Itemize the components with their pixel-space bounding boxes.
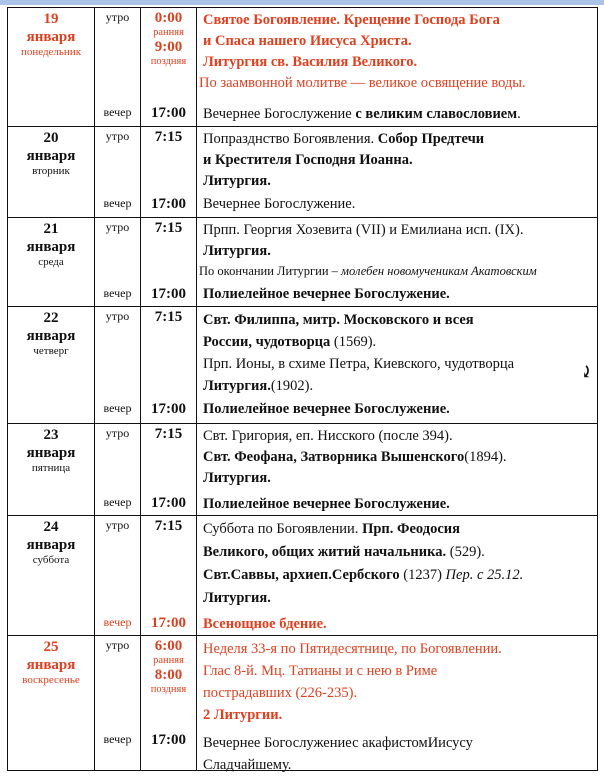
text-bold: Свт. Филиппа, митр. Московского и всея — [203, 312, 474, 328]
evening-label: вечер — [103, 196, 132, 210]
text: (1902). — [270, 378, 314, 394]
weekday: пятница — [31, 462, 71, 474]
evening-text-bold: с великим славословием — [355, 106, 518, 122]
evening-text-end: . — [517, 106, 521, 122]
table-row — [8, 8, 598, 127]
text: Суббота по Богоявлении. — [203, 521, 363, 537]
description-cell — [197, 218, 598, 307]
evening-time: 17:00 — [151, 401, 186, 417]
liturgy-label: Литургия. — [203, 378, 271, 394]
time-cell — [141, 127, 197, 218]
part-of-day-cell — [95, 218, 141, 307]
note-italic: молебен новомученикам Акатовским — [341, 264, 537, 278]
service-schedule-table — [7, 7, 598, 771]
text: (1569). — [330, 334, 377, 350]
feast-title: и Спаса нашего Иисуса Христа. — [203, 33, 412, 49]
date-cell — [8, 127, 95, 218]
service-time: 8:00 — [154, 667, 183, 683]
evening-label: вечер — [103, 286, 132, 300]
text: Свт. Григория, еп. Нисского (после 394). — [203, 428, 453, 444]
day-number: 21 — [43, 221, 59, 237]
evening-description — [203, 104, 595, 125]
evening-description: Полиелейное вечернее Богослужение. — [203, 286, 450, 302]
weekday: вторник — [32, 165, 70, 177]
morning-description — [203, 518, 595, 610]
text: Попразднство Богоявления. — [203, 131, 378, 147]
morning-description — [203, 129, 595, 192]
morning-description — [203, 426, 595, 489]
morning-time: 7:15 — [154, 518, 183, 534]
time-cell — [141, 516, 197, 636]
time-cell — [141, 307, 197, 424]
evening-time: 17:00 — [151, 105, 186, 121]
evening-time: 17:00 — [151, 495, 186, 511]
month: января — [26, 537, 76, 553]
morning-description — [199, 220, 595, 280]
description-cell — [197, 424, 598, 516]
evening-description: Полиелейное вечернее Богослужение. — [203, 496, 450, 512]
top-band — [0, 0, 604, 5]
morning-label: утро — [105, 309, 130, 323]
text-bold: Великого, общих житий начальника. — [203, 544, 447, 560]
text-bold: Собор Предтечи — [377, 131, 485, 147]
evening-label: вечер — [103, 105, 132, 119]
date-cell — [8, 218, 95, 307]
text-italic: Пер. с 25.12. — [445, 567, 524, 583]
morning-label: утро — [105, 129, 130, 143]
description-cell — [197, 516, 598, 636]
liturgy-label: Литургия. — [203, 173, 271, 189]
evening-description: Полиелейное вечернее Богослужение. — [203, 401, 450, 417]
evening-label: вечер — [103, 401, 132, 415]
service-time: 0:00 — [154, 10, 183, 26]
liturgy-label: Литургия. — [203, 590, 271, 606]
part-of-day-cell — [95, 8, 141, 127]
weekday: суббота — [32, 554, 70, 566]
text: Прпп. Георгия Хозевита (VII) и Емилиана исп. (IX). — [203, 222, 524, 238]
note: По заамвонной молитве — великое освящение воды. — [199, 75, 526, 91]
text-bold: России, чудотворца — [203, 334, 331, 350]
date-cell — [8, 8, 95, 127]
day-number: 25 — [43, 639, 59, 655]
service-time: 6:00 — [154, 638, 183, 654]
time-cell — [141, 8, 197, 127]
part-of-day-cell — [95, 516, 141, 636]
morning-label: утро — [105, 10, 130, 24]
morning-description — [199, 10, 595, 94]
text-bold: Свт. Феофана, Затворника Вышенского — [203, 449, 465, 465]
liturgy-label: 2 Литургии. — [203, 707, 283, 723]
evening-text: Сладчайшему. — [203, 757, 292, 773]
table-row — [8, 636, 598, 771]
table-row — [8, 127, 598, 218]
text: (529). — [446, 544, 485, 560]
evening-text: Вечернее Богослужение — [203, 106, 356, 122]
description-cell — [197, 636, 598, 771]
morning-label: утро — [105, 220, 130, 234]
text: (1894). — [464, 449, 507, 465]
time-cell — [141, 424, 197, 516]
service-note: поздняя — [150, 56, 187, 67]
month: января — [26, 328, 76, 344]
evening-description — [203, 732, 595, 776]
evening-time: 17:00 — [151, 732, 186, 748]
table-row — [8, 424, 598, 516]
feast-title: Глас 8-й. Мц. Татианы и с нею в Риме — [203, 663, 438, 679]
month: января — [26, 29, 76, 45]
day-number: 24 — [43, 519, 59, 535]
morning-time: 7:15 — [154, 129, 183, 145]
text: (1237) — [399, 567, 446, 583]
day-number: 19 — [43, 11, 59, 27]
text-bold: Свт.Саввы, архиеп.Сербского — [203, 567, 400, 583]
description-cell — [197, 307, 598, 424]
evening-description: Всенощное бдение. — [203, 616, 327, 632]
evening-description: Вечернее Богослужение. — [203, 196, 356, 212]
table-row — [8, 218, 598, 307]
evening-label: вечер — [103, 615, 132, 629]
morning-description — [203, 309, 595, 397]
day-number: 23 — [43, 427, 59, 443]
day-number: 20 — [43, 130, 59, 146]
time-cell — [141, 218, 197, 307]
weekday: воскресенье — [22, 674, 80, 686]
note: По окончании Литургии – — [199, 264, 342, 278]
liturgy-label: Литургия. — [203, 470, 271, 486]
morning-time: 7:15 — [154, 309, 183, 325]
service-time: 9:00 — [154, 39, 183, 55]
text-bold: и Крестителя Господня Иоанна. — [203, 152, 413, 168]
month: января — [26, 657, 76, 673]
evening-label: вечер — [103, 732, 132, 746]
morning-label: утро — [105, 426, 130, 440]
weekday: среда — [38, 256, 64, 268]
feast-title: пострадавших (226-235). — [203, 685, 358, 701]
month: января — [26, 239, 76, 255]
service-note: поздняя — [150, 684, 187, 695]
morning-label: утро — [105, 638, 130, 652]
morning-time: 7:15 — [154, 220, 183, 236]
month: января — [26, 445, 76, 461]
text: Прп. Ионы, в схиме Петра, Киевского, чудотворца — [203, 356, 515, 372]
feast-title: Святое Богоявление. Крещение Господа Бога — [203, 12, 500, 28]
liturgy-label: Литургия. — [203, 243, 271, 259]
text-bold: Прп. Феодосия — [362, 521, 460, 537]
part-of-day-cell — [95, 424, 141, 516]
service-note: ранняя — [153, 27, 184, 38]
weekday: понедельник — [20, 46, 82, 58]
morning-description — [203, 638, 595, 726]
date-cell — [8, 307, 95, 424]
date-cell — [8, 516, 95, 636]
table-row — [8, 516, 598, 636]
liturgy-label: Литургия св. Василия Великого. — [203, 54, 418, 70]
month: января — [26, 148, 76, 164]
curved-arrow-icon: ⤸ — [579, 364, 593, 381]
evening-time: 17:00 — [151, 196, 186, 212]
day-number: 22 — [43, 310, 59, 326]
morning-time: 7:15 — [154, 426, 183, 442]
weekday: четверг — [33, 345, 69, 357]
evening-text: Вечернее Богослужениес акафистомИисусу — [203, 735, 473, 751]
evening-time: 17:00 — [151, 615, 186, 631]
evening-time: 17:00 — [151, 286, 186, 302]
description-cell — [197, 127, 598, 218]
date-cell — [8, 424, 95, 516]
evening-label: вечер — [103, 495, 132, 509]
part-of-day-cell — [95, 127, 141, 218]
part-of-day-cell — [95, 307, 141, 424]
description-cell — [197, 8, 598, 127]
table-row — [8, 307, 598, 424]
morning-label: утро — [105, 518, 130, 532]
part-of-day-cell — [95, 636, 141, 771]
feast-title: Неделя 33-я по Пятидесятнице, по Богоявлении. — [203, 641, 502, 657]
date-cell — [8, 636, 95, 771]
service-note: ранняя — [153, 655, 184, 666]
time-cell — [141, 636, 197, 771]
